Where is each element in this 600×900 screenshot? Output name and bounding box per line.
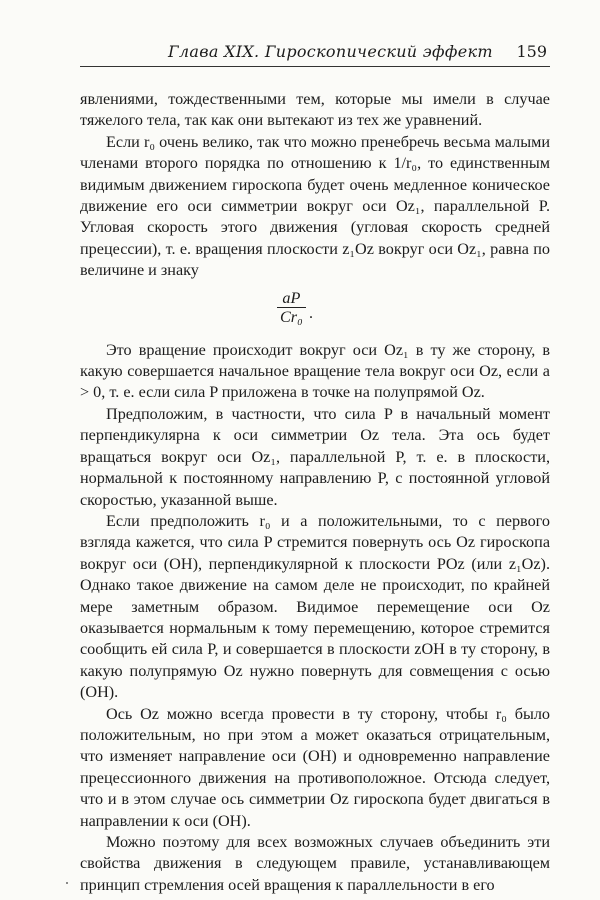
fraction — [277, 289, 306, 326]
print-speck — [66, 882, 68, 884]
header-rule — [80, 66, 550, 67]
page-number: 159 — [516, 42, 547, 61]
paragraph-6: Ось Oz можно всегда провести в ту сторону, чтобы r₀ было положительным, но при этом a может оказаться отрицательным, что изменяет направление оси (OH) и одновременно направление прецессионного движения на противоположное. Отсюда следует, что и в этом случае ось симметрии Oz гироскопа будет двигаться в направлении к оси (OH). — [80, 704, 550, 830]
paragraph-3: Это вращение происходит вокруг оси Oz₁ в ту же сторону, в какую совершается начальное вращение тела вокруг оси Oz, если a > 0, т. е. если сила P приложена в точке на полупрямой Oz. — [80, 340, 550, 402]
formula-period: . — [309, 304, 313, 322]
paragraph-4: Предположим, в частности, что сила P в начальный момент перпендикулярна к оси симметрии Oz тела. Эта ось будет вращаться вокруг оси Oz₁, параллельной P, т. е. в плоскости, нормальной к постоянному направлению P, с постоянной угловой скоростью, указанной выше. — [80, 404, 550, 509]
paragraph-5: Если предположить r₀ и a положительными, то с первого взгляда кажется, что сила P стремится повернуть ось Oz гироскопа вокруг оси (OH), перпендикулярной к плоскости POz (или z₁Oz). Однако такое движение на самом деле не происходит, по крайней мере заметным образом. Видимое перемещение оси Oz оказывается нормальным к тому перемещению, которое стремится сообщить ей сила P, и совершается в плоскости zOH в ту сторону, в какую полупрямую Oz нужно повернуть для совмещения с осью (OH). — [80, 511, 550, 702]
formula-denominator: Cr₀ — [280, 307, 303, 326]
formula-numerator: aP — [277, 289, 306, 308]
precession-formula — [80, 287, 550, 331]
paragraph-2: Если r₀ очень велико, так что можно пренебречь весьма малыми членами второго порядка по отношению к 1/r₀, то единственным видимым движением гироскопа будет очень медленное коническое движение его оси симметрии вокруг оси Oz₁, параллельной P. Угловая скорость этого движения (угловая скорость средней прецессии), т. е. вращения плоскости z₁Oz вокруг оси Oz₁, равна по величине и знаку — [80, 132, 550, 280]
page-header — [80, 42, 550, 64]
paragraph-1: явлениями, тождественными тем, которые мы имели в случае тяжелого тела, так как они вытекают из тех же уравнений. — [80, 90, 550, 130]
paragraph-7: Можно поэтому для всех возможных случаев объединить эти свойства движения в следующем правиле, устанавливающем принцип стремления осей вращения к параллельности в его — [80, 833, 550, 894]
running-title: Глава XIX. Гироскопический эффект — [168, 42, 493, 61]
page-body — [80, 89, 550, 896]
